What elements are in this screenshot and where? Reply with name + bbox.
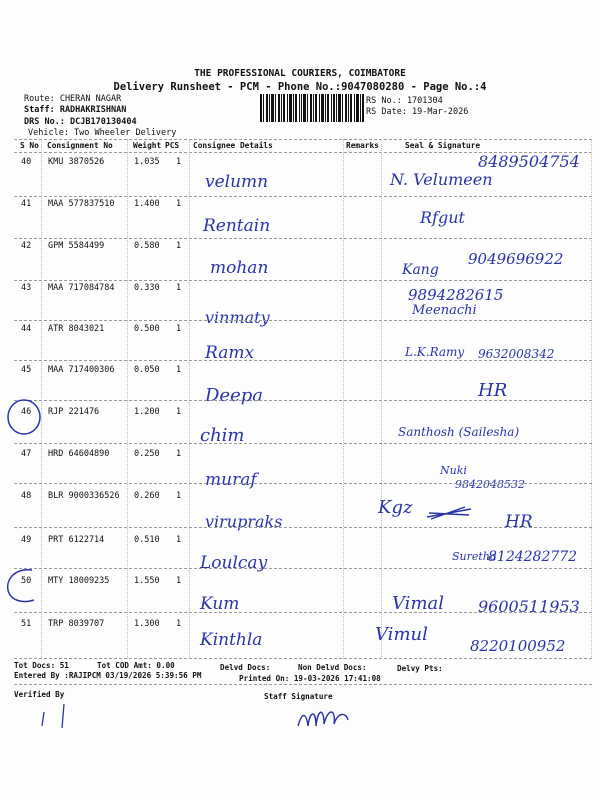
row-signature: Kang (402, 262, 439, 278)
row-consignee-handwriting: vinmaty (205, 308, 270, 327)
row-consignee-handwriting: velumn (205, 172, 269, 192)
circle-mark-icon (4, 396, 44, 438)
row-consignment: ATR 8043021 (48, 324, 105, 334)
row-sno: 41 (21, 199, 32, 209)
row-weight: 1.300 (134, 619, 160, 629)
row-pcs: 1 (176, 576, 182, 586)
row-separator (14, 400, 592, 401)
row-weight: 0.050 (134, 365, 160, 375)
delivered-docs: Delvd Docs: (220, 663, 271, 672)
row-phone-note: HR (505, 512, 533, 532)
row-consignment: RJP 221476 (48, 407, 100, 417)
row-separator (14, 196, 592, 197)
row-separator (14, 360, 592, 361)
row-signature: N. Velumeen (390, 170, 493, 189)
row-phone-note: 9894282615 (408, 286, 504, 304)
row-pcs: 1 (176, 157, 182, 167)
row-consignment: MAA 717400306 (48, 365, 115, 375)
row-sno: 46 (21, 407, 32, 417)
row-separator (14, 612, 592, 613)
total-cod: Tot COD Amt: 0.00 (97, 661, 175, 670)
row-consignment: HRD 64604890 (48, 449, 110, 459)
col-sno: S No (20, 141, 39, 150)
printed-on: Printed On: 19-03-2026 17:41:08 (239, 674, 381, 683)
row-weight: 0.250 (134, 449, 160, 459)
row-signature: Suretha (452, 550, 497, 563)
row-consignment: PRT 6122714 (48, 535, 105, 545)
barcode-graphic (260, 94, 364, 122)
row-weight: 0.580 (134, 241, 160, 251)
row-consignee-handwriting: mohan (210, 258, 269, 278)
row-weight: 1.550 (134, 576, 160, 586)
row-phone-note: 8124282772 (488, 549, 578, 565)
row-separator (14, 443, 592, 444)
scribble-mark-icon (425, 503, 475, 523)
row-signature: Vimul (375, 624, 428, 645)
row-phone-note: 8220100952 (470, 637, 566, 655)
row-sno: 42 (21, 241, 32, 251)
row-sno: 44 (21, 324, 32, 334)
col-remarks: Remarks (346, 141, 379, 150)
col-divider (381, 139, 382, 659)
row-weight: 0.260 (134, 491, 160, 501)
row-sno: 51 (21, 619, 32, 629)
row-weight: 1.200 (134, 407, 160, 417)
col-divider (189, 139, 190, 659)
row-signature: HR (478, 380, 508, 401)
row-pcs: 1 (176, 619, 182, 629)
row-sno: 50 (21, 576, 32, 586)
row-consignee-handwriting: Deepa (205, 385, 263, 406)
col-pcs: PCS (165, 141, 180, 150)
vehicle-label: Vehicle: Two Wheeler Delivery (28, 128, 177, 138)
row-separator (14, 527, 592, 528)
row-phone-note: 9049696922 (468, 250, 564, 268)
row-pcs: 1 (176, 241, 182, 251)
row-sno: 40 (21, 157, 32, 167)
col-weight: Weight (133, 141, 162, 150)
row-pcs: 1 (176, 199, 182, 209)
row-sno: 43 (21, 283, 32, 293)
row-sno: 48 (21, 491, 32, 501)
row-consignee-handwriting: Kum (200, 594, 240, 614)
col-divider (127, 139, 128, 659)
row-phone-note: 9600511953 (478, 597, 580, 616)
row-separator (14, 658, 592, 659)
header-rule-top (14, 139, 592, 140)
row-phone-note: 8489504754 (478, 152, 580, 171)
row-pcs: 1 (176, 283, 182, 293)
row-signature: Kgz (378, 497, 413, 518)
row-weight: 0.500 (134, 324, 160, 334)
row-pcs: 1 (176, 449, 182, 459)
row-consignee-handwriting: chim (200, 425, 245, 446)
drs-label: DRS No.: DCJB170130404 (24, 117, 137, 127)
row-consignee-handwriting: Ramx (205, 343, 255, 363)
row-consignment: MTY 18009235 (48, 576, 110, 586)
circle-mark-icon (4, 566, 38, 606)
row-weight: 0.330 (134, 283, 160, 293)
row-phone-note: 9632008342 (478, 347, 555, 361)
staff-label: Staff: RADHAKRISHNAN (24, 105, 127, 115)
row-consignee-handwriting: Rentain (203, 216, 271, 236)
row-separator (14, 483, 592, 484)
row-consignee-handwriting: Loulcay (200, 553, 268, 573)
row-signature: Santhosh (Sailesha) (398, 425, 520, 439)
verified-by-label: Verified By (14, 690, 65, 699)
row-consignment: BLR 9000336526 (48, 491, 120, 501)
row-signature: L.K.Ramy (405, 345, 465, 359)
non-delivered-docs: Non Delvd Docs: (298, 663, 367, 672)
verifier-signature-icon (34, 700, 84, 730)
row-consignment: KMU 3870526 (48, 157, 105, 167)
staff-signature-label: Staff Signature (264, 692, 333, 701)
row-pcs: 1 (176, 365, 182, 375)
row-weight: 0.510 (134, 535, 160, 545)
row-phone-note: 9842048532 (455, 478, 525, 491)
row-sno: 47 (21, 449, 32, 459)
row-pcs: 1 (176, 324, 182, 334)
company-title: THE PROFESSIONAL COURIERS, COIMBATORE (194, 68, 406, 79)
row-consignment: TRP 8039707 (48, 619, 105, 629)
row-separator (14, 238, 592, 239)
row-sno: 49 (21, 535, 32, 545)
row-consignee-handwriting: Kinthla (200, 630, 263, 650)
row-consignee-handwriting: virupraks (205, 512, 283, 531)
col-divider (343, 139, 344, 659)
col-consignment: Consignment No (47, 141, 113, 150)
row-consignment: MAA 717084784 (48, 283, 115, 293)
rs-date: RS Date: 19-Mar-2026 (366, 107, 469, 117)
row-sno: 45 (21, 365, 32, 375)
col-consignee: Consignee Details (193, 141, 273, 150)
col-divider (591, 139, 592, 659)
row-consignee-handwriting: muraf (205, 470, 257, 490)
row-signature: Nuki (440, 464, 467, 477)
route-label: Route: CHERAN NAGAR (24, 94, 122, 104)
delivery-points: Delvy Pts: (397, 664, 443, 673)
row-signature: Vimal (392, 593, 444, 614)
row-separator (14, 320, 592, 321)
row-consignment: GPM 5584499 (48, 241, 105, 251)
row-separator (14, 280, 592, 281)
row-pcs: 1 (176, 407, 182, 417)
footer-rule (14, 684, 592, 685)
rs-number: RS No.: 1701304 (366, 96, 443, 106)
row-separator (14, 568, 592, 569)
total-docs: Tot Docs: 51 (14, 661, 69, 670)
row-pcs: 1 (176, 535, 182, 545)
row-signature: Meenachi (412, 303, 477, 318)
runsheet-subtitle: Delivery Runsheet - PCM - Phone No.:9047080280 - Page No.:4 (113, 81, 487, 93)
row-consignment: MAA 577837510 (48, 199, 115, 209)
row-signature: Rfgut (420, 208, 465, 227)
row-weight: 1.400 (134, 199, 160, 209)
entered-by: Entered By :RAJIPCM 03/19/2026 5:39:56 PM (14, 671, 202, 680)
col-seal: Seal & Signature (405, 141, 481, 150)
row-pcs: 1 (176, 491, 182, 501)
row-weight: 1.035 (134, 157, 160, 167)
staff-signature-icon (294, 702, 354, 732)
